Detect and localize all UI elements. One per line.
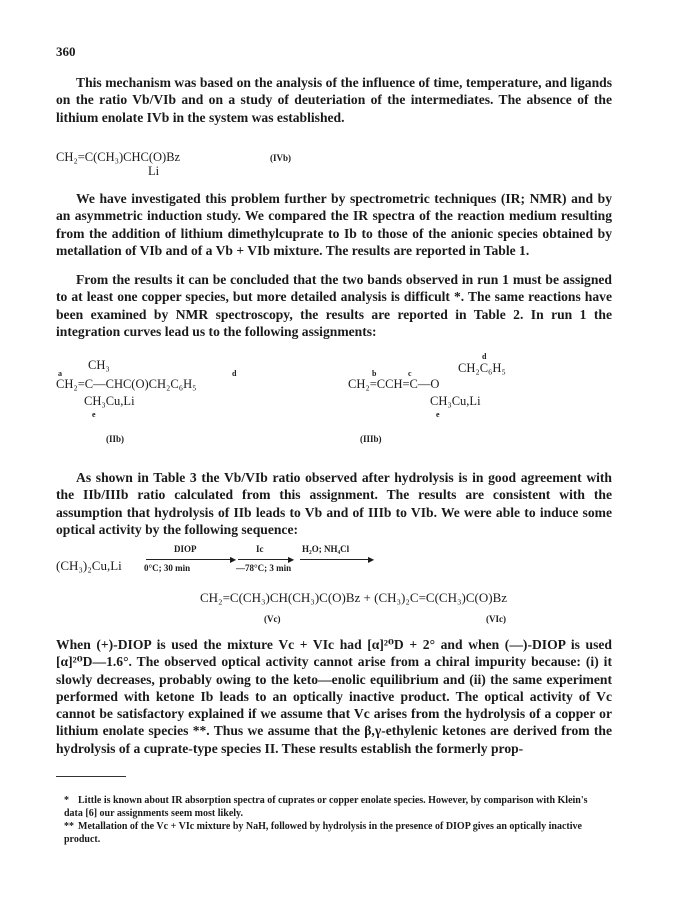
- iiib-label-c: c: [408, 369, 412, 378]
- iiib-label: (IIIb): [360, 434, 382, 444]
- iib-line-2: CH₂=C—CHC(O)CH₂C₆H₅: [56, 377, 197, 391]
- paragraph-1: This mechanism was based on the analysis of the influence of time, temperature, and ligands on the ratio Vb/VIb and on a study of deuteriation of the intermediates. The absence of the lithium enolate IVb in the system was established.: [56, 75, 612, 125]
- seq-arrow-1-head: ▶: [230, 555, 237, 564]
- seq-arrow-3-head: ▶: [368, 555, 375, 564]
- iib-label-d: d: [232, 369, 237, 378]
- seq-step1-bottom: 0°C; 30 min: [144, 563, 191, 573]
- seq-products: CH₂=C(CH₃)CH(CH₃)C(O)Bz + (CH₃)₂C=C(CH₃)C(O)Bz: [200, 590, 508, 605]
- iib-label-a: a: [58, 369, 62, 378]
- paragraph-3: From the results it can be concluded that the two bands observed in run 1 must be assigned to at least one copper species, but more detailed analysis is difficult *. The same reactions have been examined by NMR spectroscopy, the results are reported in Table 2. In run 1 the integration curves lead us to the following assignments:: [56, 272, 612, 339]
- page-number: 360: [56, 44, 76, 59]
- paragraph-5: When (+)-DIOP is used the mixture Vc + VIc had [α]²⁰D + 2° and when (—)-DIOP is used [α]²⁰D—1.6°. The observed optical activity cannot arise from a chiral impurity because: (i) it slowly decreases, probably owing to the keto—enolic equilibrium and (ii) the same experiment performed with ketone Ib leads to an optically inactive product. The optical activity of Vc cannot be satisfactory explained if we assume that Vc arises from the hydrolysis of a copper or lithium enolate species **. Thus we assume that the β,γ-ethylenic ketones are derived from the hydrolysis of a cuprate-type species II. These results establish the formerly prop-: [56, 637, 612, 756]
- iiib-label-e: e: [436, 410, 440, 419]
- iiib-line-1: CH₂C₆H₅: [458, 361, 506, 375]
- formula-ivb-li: Li: [148, 164, 160, 178]
- seq-step3-top: H₂O; NH₄Cl: [302, 544, 350, 554]
- footnote-1-text: Little is known about IR absorption spectra of cuprates or copper enolate species. However, by comparison with Klein's data [6] our assignments seem most likely.: [64, 795, 588, 819]
- footnote-2: [64, 821, 604, 846]
- seq-step2-bottom: —78°C; 3 min: [236, 563, 292, 573]
- iiib-line-3: CH₃Cu,Li: [430, 394, 481, 408]
- iib-label: (IIb): [106, 434, 125, 444]
- iib-label-e: e: [92, 410, 96, 419]
- iib-line-3: CH₃Cu,Li: [84, 394, 135, 408]
- footnote-1: [64, 795, 604, 820]
- formula-ivb-label: (IVb): [270, 153, 292, 163]
- seq-arrow-3: [300, 559, 370, 560]
- footnote-2-mark: **: [64, 821, 74, 832]
- seq-reagent: (CH₃)₂Cu,Li: [56, 558, 122, 573]
- seq-label-vic: (VIc): [486, 614, 506, 624]
- iiib-label-d: d: [482, 352, 487, 361]
- seq-arrow-1: [146, 559, 232, 560]
- seq-arrow-2: [238, 559, 290, 560]
- iiib-line-2: CH₂=CCH=C—O: [348, 377, 440, 391]
- seq-step2-top: Ic: [256, 544, 264, 554]
- paragraph-4: As shown in Table 3 the Vb/VIb ratio observed after hydrolysis is in good agreement with the IIb/IIIb ratio calculated from this assignment. The results are consistent with the assumption that hydrolysis of IIb leads to Vb and of IIIb to VIb. We were able to induce some optical activity by the following sequence:: [56, 470, 612, 537]
- iib-line-1: CH₃: [88, 358, 110, 372]
- footnote-1-mark: *: [64, 795, 69, 806]
- seq-label-vc: (Vc): [264, 614, 281, 624]
- footnote-rule: [56, 776, 126, 777]
- formula-ivb-main: CH₂=C(CH₃)CHC(O)Bz: [56, 150, 181, 164]
- paragraph-2: We have investigated this problem further by spectrometric techniques (IR; NMR) and by an asymmetric induction study. We compared the IR spectra of the reaction medium resulting from the addition of lithium dimethylcuprate to Ib to those of the anionic species obtained by metallation of VIb and of a Vb + VIb mixture. The results are reported in Table 1.: [56, 191, 612, 258]
- formula-ivb: [56, 150, 180, 165]
- iiib-label-b: b: [372, 369, 377, 378]
- seq-arrow-2-head: ▶: [288, 555, 295, 564]
- footnote-2-text: Metallation of the Vc + VIc mixture by NaH, followed by hydrolysis in the presence of DIOP gives an optically inactive product.: [64, 821, 582, 845]
- seq-step1-top: DIOP: [174, 544, 197, 554]
